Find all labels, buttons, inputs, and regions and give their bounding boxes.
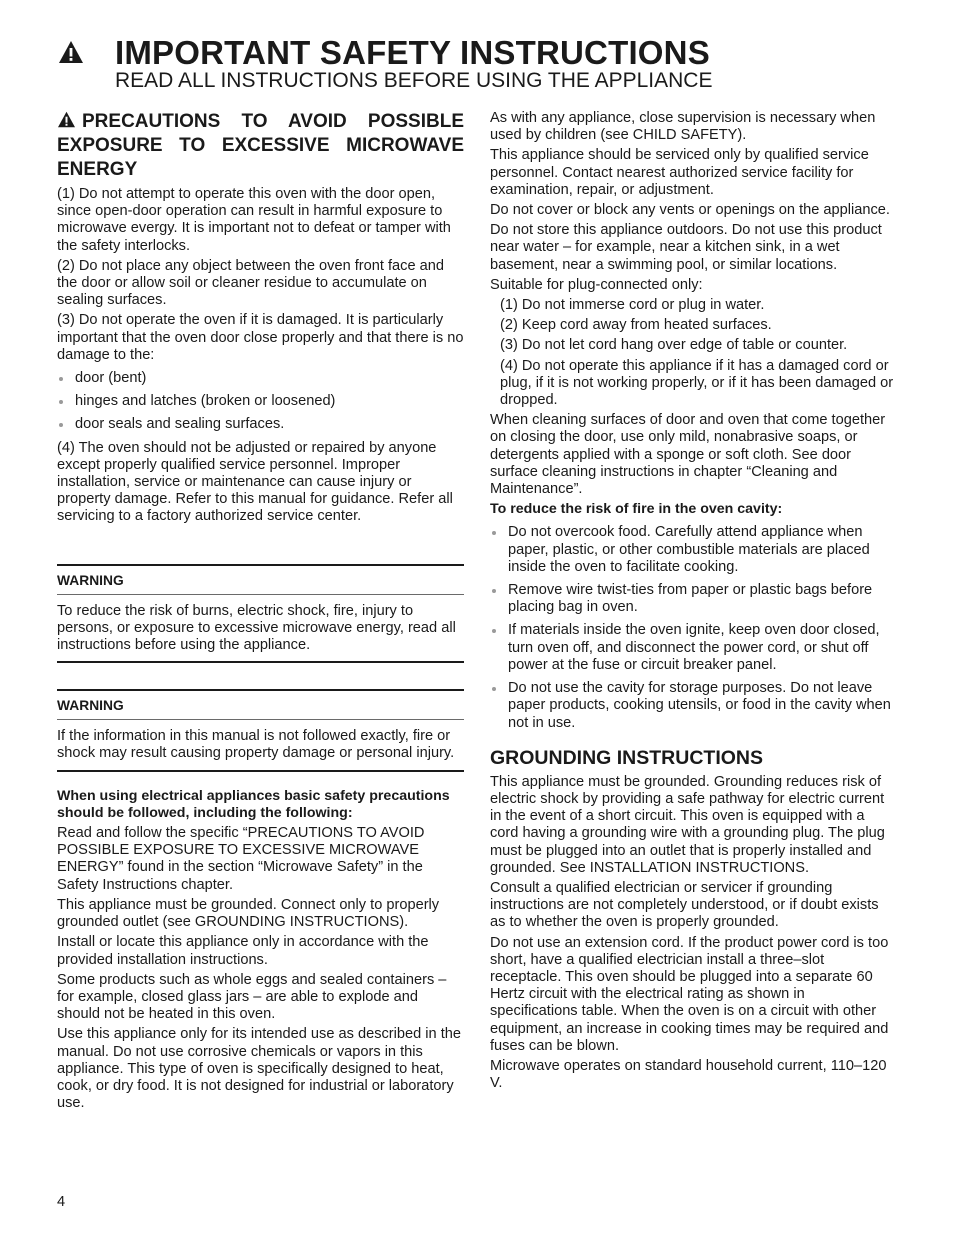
list-item: Do not use the cavity for storage purposes. Do not leave paper products, cooking utensils, or food in the cavity when not in use. (490, 680, 896, 732)
damage-list (57, 370, 464, 434)
basic-paragraph: Use this appliance only for its intended use as described in the manual. Do not use corrosive chemicals or vapors in this appliance. This type of oven is specifically designed to heat, cook, or dry food. It is not designed for industrial or laboratory use. (57, 1026, 462, 1112)
right-column (490, 110, 896, 1095)
grounding-paragraph: Consult a qualified electrician or servicer if grounding instructions are not completely understood, or if doubt exists as to whether the oven is properly grounded. (490, 879, 879, 931)
warning-box-2 (57, 689, 464, 771)
precaution-4: (4) The oven should not be adjusted or repaired by anyone except properly qualified service personnel. Improper installation, service or maintenance can cause injury or property damage. Refer to this manual for guidance. Refer all servicing to a factory authorized service center. (57, 439, 453, 525)
warning-text: If the information in this manual is not followed exactly, fire or shock may result causing property damage or personal injury. (57, 728, 455, 762)
safety-paragraph: Do not store this appliance outdoors. Do not use this product near water – for example, near a kitchen sink, in a wet basement, near a swimming pool, or similar locations. (490, 222, 882, 273)
plug-item: (4) Do not operate this appliance if it has a damaged cord or plug, if it is not working properly, or if it has been damaged or dropped. (500, 357, 894, 409)
page-title (58, 34, 710, 72)
bullet-icon (59, 377, 63, 381)
bullet-icon (492, 629, 496, 633)
grounding-paragraph: Microwave operates on standard household current, 110–120 V. (490, 1057, 887, 1092)
fire-risk-heading: To reduce the risk of fire in the oven cavity: (490, 501, 783, 518)
title-text: IMPORTANT SAFETY INSTRUCTIONS (115, 34, 710, 71)
basic-paragraph: Read and follow the specific “PRECAUTIONS TO AVOID POSSIBLE EXPOSURE TO EXCESSIVE MICROWAVE ENERGY” found in the section “Microwave Safety” in the Safety Instructions chapter. (57, 825, 425, 893)
precautions-heading (57, 110, 464, 182)
precaution-3: (3) Do not operate the oven if it is damaged. It is particularly important that the oven door close properly and that there is no damage to the: (57, 312, 464, 363)
bullet-icon (492, 531, 496, 535)
page-number: 4 (57, 1194, 66, 1210)
bullet-icon (492, 589, 496, 593)
grounding-paragraph: This appliance must be grounded. Grounding reduces risk of electric shock by providing a safe pathway for electric current in the event of a short circuit. This oven is equipped with a cord having a grounding wire with a grounding plug. The plug must be plugged into an outlet that is properly installed and grounded. See INSTALLATION INSTRUCTIONS. (490, 773, 885, 876)
safety-paragraph: Suitable for plug-connected only: (490, 276, 703, 293)
basic-paragraph: This appliance must be grounded. Connect only to properly grounded outlet (see GROUNDING INSTRUCTIONS). (57, 896, 440, 931)
list-item: Remove wire twist-ties from paper or plastic bags before placing bag in oven. (490, 582, 896, 616)
warning-triangle-icon (57, 111, 76, 128)
basic-paragraph: Install or locate this appliance only in accordance with the provided installation instructions. (57, 934, 429, 968)
list-item: door seals and sealing surfaces. (57, 416, 464, 433)
safety-paragraph: As with any appliance, close supervision is necessary when used by children (see CHILD SAFETY). (490, 110, 876, 144)
list-item: door (bent) (57, 370, 464, 387)
grounding-heading: GROUNDING INSTRUCTIONS (490, 746, 763, 769)
grounding-paragraph: Do not use an extension cord. If the product power cord is too short, have a qualified electrician install a three–slot receptacle. This oven should be plugged into a separate 60 Hertz circuit with the electrical rating as shown in specifications table. When the oven is on a circuit with other equipment, an increase in cooking times may be required and fuses can be blown. (490, 934, 889, 1054)
bullet-icon (59, 400, 63, 404)
plug-item: (2) Keep cord away from heated surfaces. (500, 317, 772, 334)
safety-paragraph: This appliance should be serviced only by qualified service personnel. Contact nearest authorized service facility for examination, repair, or adjustment. (490, 147, 869, 198)
basic-precautions-heading: When using electrical appliances basic safety precautions should be followed, including the following: (57, 787, 450, 821)
left-column (57, 110, 464, 1115)
bullet-icon (492, 687, 496, 691)
warning-box-1 (57, 564, 464, 664)
plug-item: (1) Do not immerse cord or plug in water. (500, 297, 765, 314)
safety-paragraph: Do not cover or block any vents or openings on the appliance. (490, 202, 890, 219)
list-item: Do not overcook food. Carefully attend appliance when paper, plastic, or other combustible materials are placed inside the oven to facilitate cooking. (490, 524, 896, 576)
page-subtitle: READ ALL INSTRUCTIONS BEFORE USING THE APPLIANCE (115, 69, 713, 92)
plug-item: (3) Do not let cord hang over edge of table or counter. (500, 337, 848, 354)
cleaning-paragraph: When cleaning surfaces of door and oven that come together on closing the door, use only mild, nonabrasive soaps, or detergents applied with a sponge or soft cloth. See door surface cleaning instructions in chapter “Cleaning and Maintenance”. (490, 412, 886, 498)
warning-label: WARNING (57, 566, 464, 595)
list-item: If materials inside the oven ignite, keep oven door closed, turn oven off, and disconnect the power cord, or shut off power at the fuse or circuit breaker panel. (490, 622, 896, 674)
precaution-2: (2) Do not place any object between the oven front face and the door or allow soil or cleaner residue to accumulate on sealing surfaces. (57, 257, 444, 309)
bullet-icon (59, 423, 63, 427)
precautions-heading-text: PRECAUTIONS TO AVOID POSSIBLE EXPOSURE TO EXCESSIVE MICROWAVE ENERGY (57, 111, 464, 180)
warning-label: WARNING (57, 691, 464, 720)
fire-risk-list (490, 524, 896, 731)
list-item: hinges and latches (broken or loosened) (57, 393, 464, 410)
warning-triangle-icon (58, 40, 84, 64)
basic-paragraph: Some products such as whole eggs and sealed containers – for example, closed glass jars – are able to explode and should not be heated in this oven. (57, 971, 447, 1023)
warning-text: To reduce the risk of burns, electric shock, fire, injury to persons, or exposure to excessive microwave energy, read all instructions before using the appliance. (57, 602, 456, 654)
precaution-1: (1) Do not attempt to operate this oven with the door open, since open-door operation can result in harmful exposure to microwave evergy. It is important not to defeat or tamper with the safety interlocks. (57, 186, 451, 254)
